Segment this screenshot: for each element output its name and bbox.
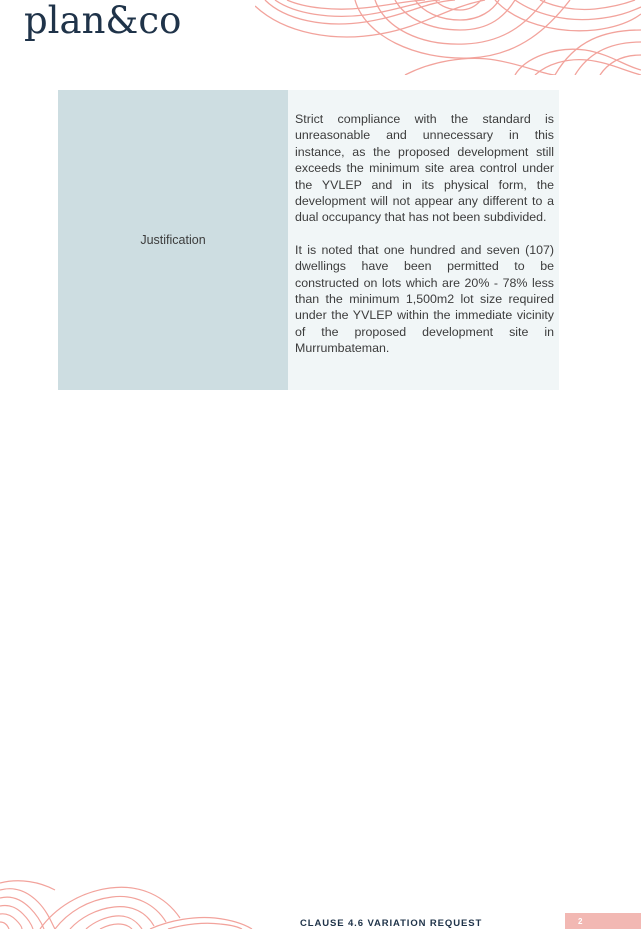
page-number: 2 — [578, 917, 583, 926]
topographic-decoration-top — [255, 0, 641, 75]
footer-title: CLAUSE 4.6 VARIATION REQUEST — [300, 918, 483, 929]
justification-content-cell — [288, 90, 559, 390]
brand-logo: plan&co — [24, 0, 182, 42]
justification-label-cell — [58, 90, 288, 390]
page-number-box — [565, 913, 641, 929]
justification-paragraph-1: Strict compliance with the standard is unreasonable and unnecessary in this instance, as the proposed development still exceeds the minimum site area control under the YVLEP and in its physical form, the development will not appear any different to a dual occupancy that has not been subdivided. — [295, 112, 554, 225]
justification-table — [58, 90, 559, 390]
topographic-decoration-bottom — [0, 878, 260, 929]
justification-label: Justification — [140, 233, 206, 247]
justification-paragraph-2: It is noted that one hundred and seven (107) dwellings have been permitted to be constructed on lots which are 20% - 78% less than the minimum 1,500m2 lot size required under the YVLEP within the immediate vicinity of the proposed development site in Murrumbateman. — [295, 242, 554, 356]
